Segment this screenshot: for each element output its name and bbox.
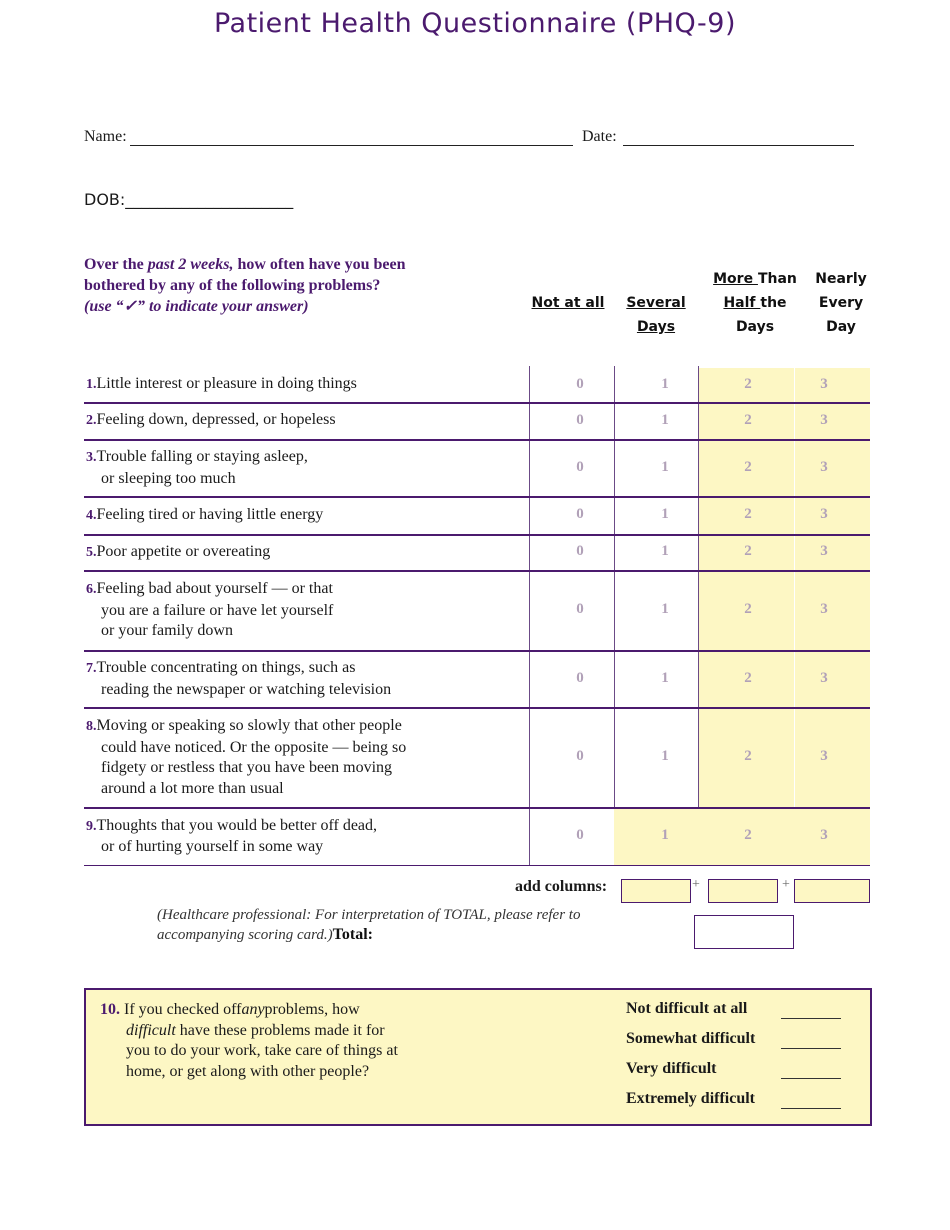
score-option-2[interactable]: 2 <box>744 748 752 764</box>
score-option-0[interactable]: 0 <box>576 411 584 428</box>
column-header-nearly-every-day <box>806 267 876 339</box>
name-field-row <box>84 128 127 146</box>
plus-sign: + <box>692 877 700 892</box>
question-number: 7. <box>86 661 97 676</box>
q10-option-label: Very difficult <box>626 1060 717 1077</box>
column-header-not-at-all-label: Not at all <box>531 295 605 311</box>
column-header-several-line1: Several <box>626 295 686 311</box>
question-10-panel <box>84 988 872 1126</box>
question-line: or sleeping too much <box>101 469 236 487</box>
score-option-0[interactable]: 0 <box>576 601 584 617</box>
column-total-several-box[interactable] <box>621 879 691 903</box>
score-option-2[interactable]: 2 <box>744 506 752 522</box>
score-option-1[interactable]: 1 <box>661 669 669 686</box>
question-line: Trouble concentrating on things, such as <box>96 659 356 676</box>
score-option-2[interactable]: 2 <box>744 543 752 559</box>
column-header-nearly-line3: Day <box>826 319 856 335</box>
total-label: Total: <box>332 926 373 943</box>
q10-option-somewhat-difficult[interactable] <box>626 1030 755 1060</box>
row-divider <box>84 402 870 404</box>
healthcare-professional-note <box>157 905 627 945</box>
score-option-1[interactable]: 1 <box>661 543 669 559</box>
q10-option-very-difficult[interactable] <box>626 1060 755 1090</box>
question-line: Poor appetite or overeating <box>96 542 271 560</box>
question-line: or your family down <box>101 622 233 640</box>
score-option-3[interactable]: 3 <box>820 601 828 617</box>
instructions-line1-post: how often have you been <box>233 256 406 273</box>
score-option-1[interactable]: 1 <box>661 411 669 428</box>
question-text <box>86 658 391 700</box>
column-divider <box>614 366 615 808</box>
add-columns-label: add columns: <box>515 878 608 895</box>
column-header-more-line2a: Half <box>723 295 761 311</box>
q10-answer-line[interactable] <box>781 1004 841 1019</box>
question-number: 5. <box>86 544 97 560</box>
question-text <box>86 716 406 799</box>
score-option-2[interactable]: 2 <box>744 827 752 843</box>
score-option-2[interactable]: 2 <box>744 458 752 475</box>
question-line: Feeling tired or having little energy <box>96 505 324 523</box>
score-option-0[interactable]: 0 <box>576 375 584 392</box>
question-number: 6. <box>86 582 97 598</box>
score-option-2[interactable]: 2 <box>744 669 752 686</box>
instructions-line1-em: past 2 weeks, <box>147 256 234 273</box>
q10-option-label: Extremely difficult <box>626 1090 756 1107</box>
row-divider <box>84 865 870 866</box>
score-option-1[interactable]: 1 <box>661 601 669 617</box>
question-text <box>86 542 270 564</box>
question-line: around a lot more than usual <box>101 779 284 797</box>
name-label: Name: <box>84 128 127 145</box>
question-number: 9. <box>86 818 97 834</box>
plus-sign: + <box>782 877 790 892</box>
score-option-3[interactable]: 3 <box>820 748 828 764</box>
q10-option-label: Not difficult at all <box>626 1000 748 1017</box>
question-number: 2. <box>86 413 97 429</box>
note-line1: (Healthcare professional: For interpretation of TOTAL, please refer to <box>157 907 581 923</box>
date-label: Date: <box>582 128 617 145</box>
question-text <box>86 410 336 432</box>
instructions <box>84 254 464 317</box>
dob-line: _____________________ <box>125 190 294 209</box>
column-header-nearly-line1: Nearly <box>815 271 867 287</box>
question-line: could have noticed. Or the opposite — being so <box>101 738 407 756</box>
score-option-3[interactable]: 3 <box>820 375 828 392</box>
q10-line1-em: any <box>241 1001 265 1018</box>
question-line: fidgety or restless that you have been moving <box>101 759 393 776</box>
column-header-nearly-line2: Every <box>818 295 864 311</box>
question-10-options <box>626 1000 755 1120</box>
score-option-0[interactable]: 0 <box>576 506 584 522</box>
column-total-more-than-half-box[interactable] <box>708 879 778 903</box>
score-option-0[interactable]: 0 <box>576 827 584 843</box>
question-line: reading the newspaper or watching television <box>101 680 392 698</box>
dob-label: DOB: <box>84 190 126 209</box>
q10-answer-line[interactable] <box>781 1094 841 1109</box>
column-divider <box>529 366 530 866</box>
question-line: Feeling bad about yourself — or that <box>96 580 333 598</box>
row-divider <box>84 534 870 536</box>
dob-field[interactable] <box>84 190 293 209</box>
question-number: 3. <box>86 450 97 465</box>
score-option-1[interactable]: 1 <box>661 458 669 475</box>
row-divider <box>84 807 870 809</box>
question-number: 8. <box>86 719 97 734</box>
row-divider <box>84 439 870 441</box>
score-option-2[interactable]: 2 <box>744 375 752 392</box>
score-option-0[interactable]: 0 <box>576 543 584 559</box>
question-text <box>86 447 308 489</box>
row-divider <box>84 570 870 572</box>
q10-line2-em: difficult <box>126 1021 176 1039</box>
column-header-several-days <box>620 291 692 339</box>
column-header-more-line1a: More <box>713 271 758 287</box>
total-score-box[interactable] <box>694 915 794 949</box>
score-option-1[interactable]: 1 <box>661 375 669 392</box>
column-header-more-than-half <box>706 267 804 339</box>
question-text <box>86 505 323 527</box>
question-10-number: 10. <box>100 1001 120 1018</box>
score-option-0[interactable]: 0 <box>576 458 584 475</box>
column-total-nearly-every-day-box[interactable] <box>794 879 870 903</box>
q10-answer-line[interactable] <box>781 1034 841 1049</box>
row-divider <box>84 650 870 652</box>
instructions-line2: bothered by any of the following problems? <box>84 277 381 294</box>
score-option-3[interactable]: 3 <box>820 827 828 843</box>
question-line: Moving or speaking so slowly that other people <box>96 717 402 734</box>
column-header-more-line1b: Than <box>757 271 797 287</box>
score-option-0[interactable]: 0 <box>576 669 584 686</box>
score-option-2[interactable]: 2 <box>744 601 752 617</box>
date-input-line[interactable] <box>623 145 854 146</box>
column-divider <box>698 366 699 808</box>
question-line: Trouble falling or staying asleep, <box>96 448 308 465</box>
instructions-line1-pre: Over the <box>84 256 148 273</box>
score-option-1[interactable]: 1 <box>661 506 669 522</box>
q10-line1-pre: If you checked off <box>124 1001 242 1018</box>
question-number: 1. <box>86 377 97 393</box>
q10-option-extremely-difficult[interactable] <box>626 1090 755 1120</box>
q10-line3: you to do your work, take care of things at <box>126 1042 398 1059</box>
score-option-3[interactable]: 3 <box>820 669 828 686</box>
row-divider <box>84 707 870 709</box>
question-10-text <box>100 1000 430 1082</box>
note-line2: accompanying scoring card.) <box>157 927 333 943</box>
question-number: 4. <box>86 507 97 523</box>
question-line: Little interest or pleasure in doing things <box>96 375 357 393</box>
score-option-3[interactable]: 3 <box>820 506 828 522</box>
question-text <box>86 579 333 642</box>
score-option-3[interactable]: 3 <box>820 411 828 428</box>
question-line: Thoughts that you would be better off dead, <box>96 816 378 834</box>
q10-option-label: Somewhat difficult <box>626 1030 756 1047</box>
score-option-3[interactable]: 3 <box>820 543 828 559</box>
name-input-line[interactable] <box>130 145 573 146</box>
question-line: or of hurting yourself in some way <box>101 838 324 855</box>
date-field-row <box>582 128 617 146</box>
column-header-several-line2: Days <box>636 319 676 335</box>
question-text <box>86 816 377 858</box>
question-line: you are a failure or have let yourself <box>101 601 334 619</box>
q10-answer-line[interactable] <box>781 1064 841 1079</box>
q10-line1-post: problems, how <box>264 1001 360 1018</box>
column-divider <box>794 366 795 808</box>
question-text <box>86 374 357 396</box>
score-option-1[interactable]: 1 <box>661 748 669 764</box>
score-option-3[interactable]: 3 <box>820 458 828 475</box>
page-title: Patient Health Questionnaire (PHQ-9) <box>213 8 737 39</box>
shaded-scoring-area <box>698 368 870 808</box>
row-divider <box>84 496 870 498</box>
q10-option-not-difficult[interactable] <box>626 1000 755 1030</box>
instructions-line3: (use “✓” to indicate your answer) <box>84 298 309 315</box>
score-option-0[interactable]: 0 <box>576 748 584 764</box>
q10-line4: home, or get along with other people? <box>126 1062 370 1080</box>
score-option-2[interactable]: 2 <box>744 411 752 428</box>
q10-line2-post: have these problems made it for <box>175 1021 385 1039</box>
question-line: Feeling down, depressed, or hopeless <box>96 411 336 429</box>
column-header-more-line3: Days <box>735 319 775 335</box>
column-header-more-line2b: the <box>760 295 787 311</box>
score-option-1[interactable]: 1 <box>661 827 669 843</box>
column-header-not-at-all <box>530 291 606 315</box>
